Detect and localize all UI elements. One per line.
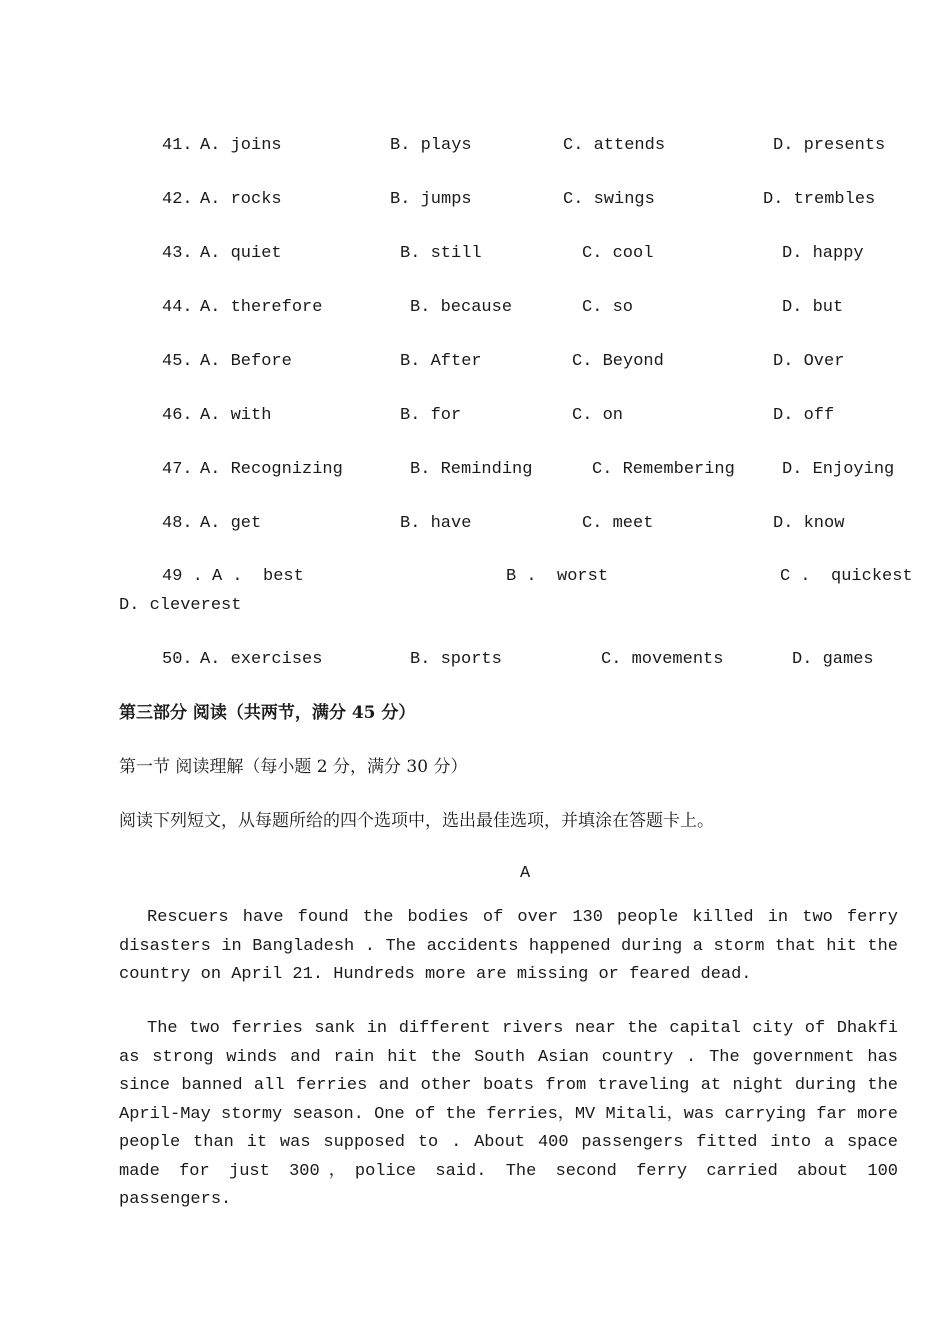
option-a: A. Before (200, 352, 292, 371)
option-b: B . worst (506, 567, 609, 586)
question-number: 49 . (162, 567, 203, 586)
option-a: A. joins (200, 136, 282, 155)
passage-paragraph-2: The two ferries sank in different rivers near the capital city of Dhakfi as strong winds and rain hit the South Asian country . The government has since banned all ferries and other boats from traveling at night during the April-May stormy season. One of the ferries，MV Mitali，was carrying far more people than it was supposed to . About 400 passengers fitted into a space made for just 300，police said. The second ferry carried about 100 passengers. (119, 1019, 898, 1209)
passage-label: A (520, 864, 531, 883)
question-number: 50. (162, 650, 193, 669)
option-d: D. but (782, 298, 844, 317)
option-b: B. have (400, 514, 472, 533)
option-d: D. Enjoying (782, 460, 895, 479)
option-c: C. meet (582, 514, 654, 533)
option-b: B. jumps (390, 190, 472, 209)
option-b: B. for (400, 406, 462, 425)
option-d: D. know (773, 514, 845, 533)
option-a: A. get (200, 514, 262, 533)
option-c: C . quickest (780, 567, 913, 586)
option-c: C. swings (563, 190, 655, 209)
question-number: 46. (162, 406, 193, 425)
option-d: D. Over (773, 352, 845, 371)
question-number: 41. (162, 136, 193, 155)
option-d: D. games (792, 650, 874, 669)
question-number: 44. (162, 298, 193, 317)
option-c: C. movements (601, 650, 724, 669)
option-a: A. therefore (200, 298, 323, 317)
part-title: 第三部分 阅读（共两节，满分 45 分） (119, 703, 416, 723)
option-c: C. cool (582, 244, 654, 263)
option-a: A. Recognizing (200, 460, 343, 479)
option-a: A. with (200, 406, 272, 425)
option-b: B. sports (410, 650, 502, 669)
question-number: 43. (162, 244, 193, 263)
option-d: D. happy (782, 244, 864, 263)
question-number: 48. (162, 514, 193, 533)
option-c: C. so (582, 298, 634, 317)
option-c: C. Remembering (592, 460, 735, 479)
option-a: A . best (212, 567, 304, 586)
option-d: D. off (773, 406, 835, 425)
option-a: A. exercises (200, 650, 323, 669)
option-b: B. Reminding (410, 460, 533, 479)
instruction-text: 阅读下列短文，从每题所给的四个选项中，选出最佳选项，并填涂在答题卡上。 (119, 811, 714, 831)
option-b: B. After (400, 352, 482, 371)
question-number: 42. (162, 190, 193, 209)
option-a: A. rocks (200, 190, 282, 209)
option-c: C. attends (563, 136, 666, 155)
option-a: A. quiet (200, 244, 282, 263)
option-b: B. still (400, 244, 482, 263)
passage-paragraph-1: Rescuers have found the bodies of over 130 people killed in two ferry disasters in Bangladesh . The accidents happened during a storm that hit the country on April 21. Hundreds more are missing or feared dead. (119, 908, 898, 984)
option-b: B. plays (390, 136, 472, 155)
subsection-title: 第一节 阅读理解（每小题 2 分，满分 30 分） (119, 757, 468, 777)
question-number: 45. (162, 352, 193, 371)
option-d: D. cleverest (119, 596, 242, 615)
option-c: C. Beyond (572, 352, 664, 371)
option-c: C. on (572, 406, 624, 425)
question-number: 47. (162, 460, 193, 479)
option-d: D. trembles (763, 190, 876, 209)
option-b: B. because (410, 298, 513, 317)
option-d: D. presents (773, 136, 886, 155)
